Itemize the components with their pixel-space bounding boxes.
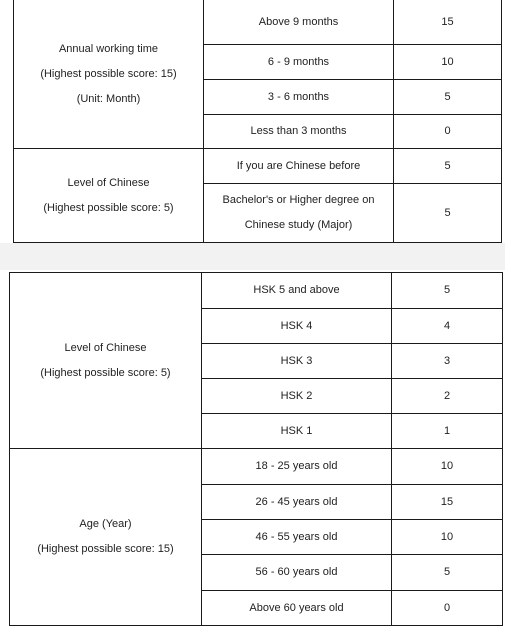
criterion-cell <box>204 149 394 184</box>
criterion-line: HSK 5 and above <box>253 284 340 296</box>
category-line: (Highest possible score: 5) <box>40 366 171 379</box>
category-cell <box>10 273 202 449</box>
category-line: Level of Chinese <box>67 176 150 189</box>
criterion-cell <box>202 485 392 520</box>
category-cell <box>14 149 204 243</box>
criterion-line: Above 9 months <box>258 15 339 28</box>
criterion-line: 56 - 60 years old <box>255 566 338 578</box>
criterion-cell <box>202 449 392 485</box>
score-cell: 3 <box>392 344 503 379</box>
page-gap <box>0 243 505 270</box>
criterion-line: 18 - 25 years old <box>255 460 338 472</box>
score-cell: 15 <box>392 485 503 520</box>
score-cell: 1 <box>392 414 503 449</box>
criterion-line: 6 - 9 months <box>267 55 330 68</box>
criterion-line: HSK 2 <box>280 389 313 402</box>
category-line: (Highest possible score: 15) <box>37 543 174 555</box>
criterion-line: 3 - 6 months <box>267 90 330 103</box>
category-cell <box>14 0 204 149</box>
score-cell: 5 <box>394 184 502 243</box>
criterion-cell <box>202 273 392 309</box>
criterion-cell <box>202 309 392 344</box>
criterion-cell <box>202 344 392 379</box>
criterion-cell <box>204 80 394 115</box>
category-line: (Highest possible score: 5) <box>43 201 174 214</box>
criterion-line: HSK 4 <box>280 319 313 332</box>
criterion-line: HSK 1 <box>280 424 313 437</box>
criterion-line: 46 - 55 years old <box>255 530 338 543</box>
criterion-line: Above 60 years old <box>249 601 344 614</box>
criterion-cell <box>202 555 392 591</box>
table-row <box>10 273 503 309</box>
table-row <box>10 449 503 485</box>
table-row <box>14 149 502 184</box>
category-line: Level of Chinese <box>64 341 147 354</box>
criterion-cell <box>202 520 392 555</box>
score-cell: 10 <box>392 520 503 555</box>
score-cell: 5 <box>394 149 502 184</box>
category-cell <box>10 449 202 626</box>
criterion-line: Bachelor's or Higher degree on <box>222 194 375 206</box>
category-line: Annual working time <box>58 42 159 55</box>
table-row <box>14 0 502 45</box>
criterion-cell <box>204 45 394 80</box>
criterion-cell <box>202 591 392 626</box>
criterion-cell <box>204 115 394 149</box>
criterion-line: HSK 3 <box>280 354 313 367</box>
score-cell: 0 <box>392 591 503 626</box>
criterion-line: Chinese study (Major) <box>244 219 353 231</box>
criterion-line: If you are Chinese before <box>236 159 361 172</box>
score-cell: 5 <box>392 555 503 591</box>
criterion-cell <box>202 379 392 414</box>
score-table-working-time <box>13 0 502 243</box>
score-cell: 15 <box>394 0 502 45</box>
criterion-cell <box>204 184 394 243</box>
score-cell: 10 <box>392 449 503 485</box>
criterion-line: Less than 3 months <box>250 125 347 137</box>
score-table-age <box>9 272 503 626</box>
table-body <box>14 0 502 243</box>
score-cell: 10 <box>394 45 502 80</box>
category-line: (Unit: Month) <box>76 92 141 105</box>
category-line: (Highest possible score: 15) <box>40 67 177 80</box>
table-body <box>10 273 503 626</box>
score-cell: 5 <box>392 273 503 309</box>
score-cell: 4 <box>392 309 503 344</box>
score-cell: 5 <box>394 80 502 115</box>
criterion-cell <box>202 414 392 449</box>
category-line: Age (Year) <box>79 518 132 530</box>
criterion-line: 26 - 45 years old <box>255 495 338 508</box>
score-cell: 0 <box>394 115 502 149</box>
criterion-cell <box>204 0 394 45</box>
score-cell: 2 <box>392 379 503 414</box>
